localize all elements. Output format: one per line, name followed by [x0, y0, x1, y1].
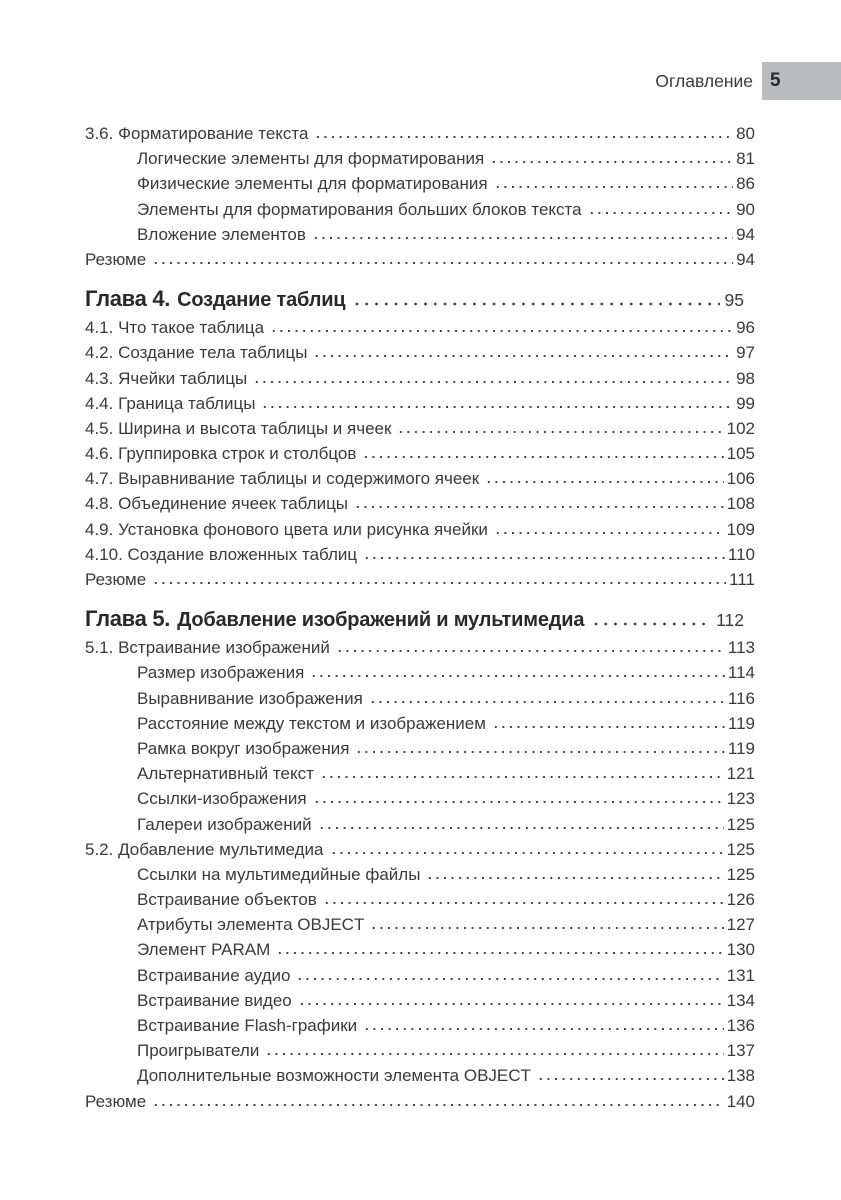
entry-label: Вложение элементов [137, 224, 306, 244]
entry-label: Дополнительные возможности элемента OBJECT [137, 1066, 531, 1086]
entry-label: Резюме [85, 249, 147, 269]
toc-entry [85, 840, 755, 865]
chapter-title: Создание таблиц [177, 289, 346, 312]
dot-leader [313, 354, 733, 358]
entry-label: Встраивание видео [137, 990, 292, 1010]
entry-label: Атрибуты элемента OBJECT [137, 915, 365, 935]
entry-page-number: 126 [726, 890, 755, 910]
running-head-title: Оглавление [655, 70, 753, 91]
entry-page-number: 125 [726, 814, 755, 834]
entry-page-number: 136 [726, 1016, 755, 1035]
dot-leader [426, 876, 723, 880]
entry-page-number: 105 [726, 444, 755, 464]
entry-label: Элементы для форматирования больших блоков текста [137, 199, 582, 219]
entry-label: 4.10. Создание вложенных таблиц [85, 544, 358, 564]
dot-leader [494, 185, 734, 189]
dot-leader [492, 725, 725, 729]
toc-entry [85, 225, 755, 250]
entry-page-number: 121 [726, 764, 755, 784]
toc-entry [85, 1041, 755, 1066]
entry-label: 4.2. Создание тела таблицы [85, 343, 308, 363]
entry-page-number: 94 [736, 224, 755, 244]
entry-label: Проигрыватели [137, 1041, 260, 1061]
toc-entry [85, 815, 755, 840]
dot-leader [370, 926, 723, 930]
entry-label: 4.8. Объединение ячеек таблицы [85, 494, 349, 514]
entry-label: 4.3. Ячейки таблицы [85, 368, 248, 388]
entry-page-number: 111 [729, 570, 755, 589]
entry-label: Встраивание аудио [137, 965, 291, 985]
dot-leader [591, 622, 711, 626]
entry-page-number: 112 [716, 610, 744, 631]
dot-leader [588, 211, 734, 215]
dot-leader [313, 800, 724, 804]
entry-page-number: 134 [726, 990, 755, 1010]
entry-label: Физические элементы для форматирования [137, 174, 488, 194]
dot-leader [152, 1103, 723, 1107]
dot-leader [485, 480, 723, 484]
toc-entry [85, 318, 755, 343]
toc-entry [85, 689, 755, 714]
dot-leader [355, 750, 724, 754]
toc-entry [85, 865, 755, 890]
entry-page-number: 125 [726, 864, 755, 884]
entry-page-number: 110 [727, 544, 755, 564]
entry-label: Расстояние между текстом и изображением [137, 713, 486, 733]
toc-entry [85, 444, 755, 469]
dot-leader [352, 302, 719, 306]
dot-leader [310, 674, 725, 678]
toc-entry [85, 520, 755, 545]
toc-entry [85, 174, 755, 199]
entry-label: 4.9. Установка фонового цвета или рисунка ячейки [85, 519, 488, 539]
toc-entry [85, 1066, 755, 1091]
toc-entry [85, 638, 755, 663]
dot-leader [369, 700, 725, 704]
entry-page-number: 130 [726, 940, 755, 960]
chapter-number: Глава 5. [85, 606, 171, 632]
dot-leader [397, 430, 723, 434]
toc-entry [85, 124, 755, 149]
entry-page-number: 116 [727, 688, 755, 708]
dot-leader [363, 556, 725, 560]
dot-leader [363, 1027, 723, 1031]
toc-entry [85, 915, 755, 940]
entry-page-number: 119 [727, 713, 755, 733]
entry-page-number: 127 [726, 915, 755, 935]
entry-label: 5.1. Встраивание изображений [85, 638, 330, 658]
chapter-number: Глава 4. [85, 286, 171, 312]
toc-chapter-heading [85, 286, 755, 316]
dot-leader [362, 455, 723, 459]
toc-entry [85, 545, 755, 570]
entry-label: 5.2. Добавление мультимедиа [85, 839, 324, 859]
entry-page-number: 119 [727, 738, 755, 758]
entry-label: Рамка вокруг изображения [137, 738, 350, 758]
entry-label: Резюме [85, 1091, 147, 1111]
toc-entry [85, 394, 755, 419]
entry-label: Альтернативный текст [137, 764, 314, 784]
dot-leader [152, 581, 726, 585]
entry-page-number: 125 [726, 839, 755, 859]
entry-label: 3.6. Форматирование текста [85, 124, 309, 143]
dot-leader [152, 261, 733, 265]
toc-entry [85, 991, 755, 1016]
entry-label: Встраивание Flash-графики [137, 1016, 358, 1035]
dot-leader [265, 1052, 723, 1056]
entry-page-number: 108 [726, 494, 755, 514]
entry-page-number: 98 [736, 368, 755, 388]
dot-leader [537, 1077, 724, 1081]
entry-label: 4.4. Граница таблицы [85, 393, 256, 413]
entry-label: Элемент PARAM [137, 940, 271, 960]
dot-leader [494, 531, 724, 535]
entry-page-number: 109 [726, 519, 755, 539]
entry-page-number: 97 [736, 343, 755, 363]
entry-label: Ссылки-изображения [137, 789, 307, 809]
dot-leader [314, 135, 733, 139]
entry-page-number: 81 [736, 149, 755, 169]
dot-leader [312, 236, 733, 240]
entry-page-number: 94 [736, 249, 755, 269]
entry-page-number: 123 [726, 789, 755, 809]
entry-label: Встраивание объектов [137, 890, 317, 910]
dot-leader [261, 405, 733, 409]
toc-entry [85, 469, 755, 494]
dot-leader [276, 951, 723, 955]
entry-page-number: 137 [726, 1041, 755, 1061]
toc-entry [85, 494, 755, 519]
entry-label: Ссылки на мультимедийные файлы [137, 864, 421, 884]
toc-entry [85, 570, 755, 595]
toc-entry [85, 1092, 755, 1117]
toc-entry [85, 890, 755, 915]
entry-label: 4.1. Что такое таблица [85, 318, 265, 338]
toc-entry [85, 200, 755, 225]
entry-page-number: 80 [736, 124, 755, 143]
dot-leader [336, 649, 725, 653]
entry-page-number: 106 [726, 469, 755, 489]
dot-leader [490, 160, 733, 164]
toc-entry [85, 940, 755, 965]
entry-label: Галереи изображений [137, 814, 312, 834]
dot-leader [298, 1002, 724, 1006]
dot-leader [354, 505, 724, 509]
dot-leader [296, 977, 723, 981]
entry-label: Размер изображения [137, 663, 305, 683]
entry-label: Логические элементы для форматирования [137, 149, 485, 169]
toc-entry [85, 149, 755, 174]
toc-entry [85, 789, 755, 814]
entry-page-number: 131 [726, 965, 755, 985]
toc-entry [85, 966, 755, 991]
entry-page-number: 96 [736, 318, 755, 338]
dot-leader [330, 851, 724, 855]
entry-label: Резюме [85, 570, 147, 589]
entry-page-number: 102 [726, 418, 755, 438]
toc-entry [85, 419, 755, 444]
page-header [0, 62, 841, 100]
toc-entry [85, 369, 755, 394]
chapter-title: Добавление изображений и мультимедиа [177, 609, 585, 632]
toc-entry [85, 764, 755, 789]
toc-entry [85, 739, 755, 764]
dot-leader [253, 380, 733, 384]
toc-entry [85, 1016, 755, 1041]
entry-label: 4.6. Группировка строк и столбцов [85, 444, 357, 464]
entry-page-number: 99 [736, 393, 755, 413]
entry-label: 4.5. Ширина и высота таблицы и ячеек [85, 418, 392, 438]
page-number: 5 [770, 70, 781, 91]
entry-page-number: 95 [724, 290, 744, 311]
entry-page-number: 114 [727, 663, 755, 683]
toc-entry [85, 714, 755, 739]
dot-leader [318, 826, 724, 830]
toc-entry [85, 343, 755, 368]
toc-list [85, 124, 755, 1117]
dot-leader [270, 329, 733, 333]
entry-page-number: 86 [736, 174, 755, 194]
toc-chapter-heading [85, 606, 755, 636]
toc-entry [85, 250, 755, 275]
entry-page-number: 140 [726, 1091, 755, 1111]
page-number-box [762, 62, 841, 100]
entry-page-number: 138 [726, 1066, 755, 1086]
entry-page-number: 90 [736, 199, 755, 219]
dot-leader [320, 775, 724, 779]
entry-label: 4.7. Выравнивание таблицы и содержимого ячеек [85, 469, 480, 489]
toc-entry [85, 663, 755, 688]
entry-label: Выравнивание изображения [137, 688, 363, 708]
entry-page-number: 113 [727, 638, 755, 658]
dot-leader [323, 901, 724, 905]
